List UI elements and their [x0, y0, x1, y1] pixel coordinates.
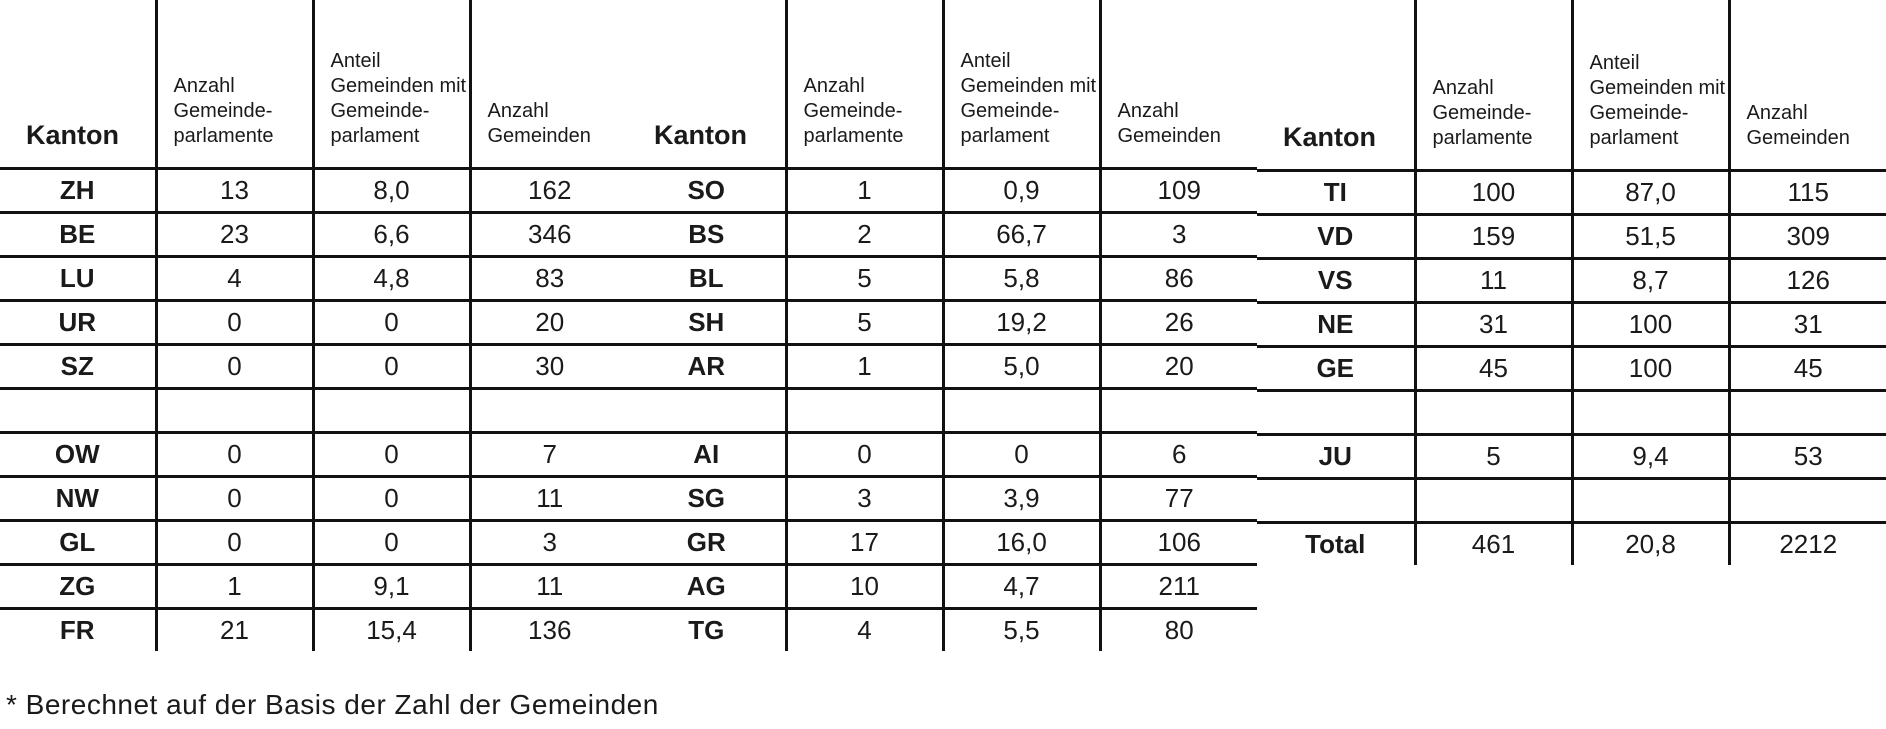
value-cell: 115	[1729, 170, 1886, 214]
kanton-cell: TI	[1257, 170, 1415, 214]
kanton-cell: GR	[628, 520, 786, 564]
table-row	[0, 476, 628, 520]
kanton-cell: BS	[628, 212, 786, 256]
table-row	[1257, 434, 1886, 478]
value-cell: 20	[470, 300, 628, 344]
kanton-cell: VS	[1257, 258, 1415, 302]
value-cell: 11	[470, 476, 628, 520]
kanton-cell: SO	[628, 168, 786, 212]
value-cell	[1729, 390, 1886, 434]
value-cell: 211	[1100, 564, 1257, 608]
value-cell	[470, 388, 628, 432]
value-cell: 0	[313, 344, 470, 388]
value-cell: 346	[470, 212, 628, 256]
value-cell: 20,8	[1572, 522, 1729, 565]
table-row	[0, 520, 628, 564]
value-cell: 9,4	[1572, 434, 1729, 478]
header-anteil: Anteil Gemeinden mit Gemeinde-parlament	[313, 0, 470, 168]
table-body	[1257, 170, 1886, 565]
value-cell: 106	[1100, 520, 1257, 564]
value-cell: 1	[786, 168, 943, 212]
table-row	[0, 212, 628, 256]
value-cell: 45	[1415, 346, 1572, 390]
value-cell: 2	[786, 212, 943, 256]
table-row	[628, 212, 1257, 256]
table-row	[628, 256, 1257, 300]
kanton-cell	[0, 388, 156, 432]
kanton-cell: Total	[1305, 528, 1366, 559]
kanton-cell	[1257, 390, 1415, 434]
value-cell: 0	[156, 344, 313, 388]
value-cell: 2212	[1729, 522, 1886, 565]
value-cell: 126	[1729, 258, 1886, 302]
kanton-cell: TG	[688, 614, 725, 645]
value-cell: 3	[786, 476, 943, 520]
table-row	[628, 344, 1257, 388]
value-cell: 80	[1100, 608, 1257, 651]
value-cell: 53	[1729, 434, 1886, 478]
kanton-cell	[1257, 478, 1415, 522]
kanton-cell: FR	[59, 614, 95, 645]
value-cell: 3	[470, 520, 628, 564]
header-anzahl-gemeinden: Anzahl Gemeinden	[1729, 0, 1886, 170]
value-cell: 23	[156, 212, 313, 256]
value-cell	[786, 388, 943, 432]
table-row	[1257, 478, 1886, 522]
value-cell: 136	[470, 608, 628, 651]
value-cell: 4	[156, 256, 313, 300]
value-cell: 5	[786, 256, 943, 300]
value-cell	[1572, 390, 1729, 434]
value-cell	[943, 388, 1100, 432]
value-cell	[1415, 390, 1572, 434]
kanton-cell: NW	[0, 476, 156, 520]
table-row	[628, 432, 1257, 476]
value-cell: 83	[470, 256, 628, 300]
value-cell: 5,8	[943, 256, 1100, 300]
header-kanton: Kanton	[628, 0, 786, 168]
header-anzahl-parlamente: Anzahl Gemeinde-parlamente	[156, 0, 313, 168]
table-body	[628, 168, 1257, 651]
value-cell: 30	[470, 344, 628, 388]
value-cell: 100	[1572, 346, 1729, 390]
value-cell: 26	[1100, 300, 1257, 344]
table-row	[1257, 170, 1886, 214]
table-row	[0, 300, 628, 344]
table-row	[1257, 390, 1886, 434]
value-cell: 77	[1100, 476, 1257, 520]
value-cell: 21	[156, 608, 313, 651]
value-cell: 8,7	[1572, 258, 1729, 302]
value-cell: 51,5	[1572, 214, 1729, 258]
value-cell: 45	[1729, 346, 1886, 390]
value-cell: 100	[1415, 170, 1572, 214]
table-row	[628, 608, 1257, 651]
value-cell: 66,7	[943, 212, 1100, 256]
header-anzahl-parlamente: Anzahl Gemeinde-parlamente	[1415, 0, 1572, 170]
table-row	[628, 300, 1257, 344]
value-cell: 15,4	[313, 608, 470, 651]
value-cell	[313, 388, 470, 432]
value-cell	[1415, 478, 1572, 522]
kanton-cell: AR	[628, 344, 786, 388]
kanton-cell: VD	[1257, 214, 1415, 258]
kanton-cell: LU	[0, 256, 156, 300]
table-row	[0, 432, 628, 476]
kanton-cell: GL	[0, 520, 156, 564]
value-cell: 4,8	[313, 256, 470, 300]
header-anteil: Anteil Gemeinden mit Gemeinde-parlament	[943, 0, 1100, 168]
value-cell: 159	[1415, 214, 1572, 258]
kanton-cell: BE	[0, 212, 156, 256]
value-cell: 5	[786, 300, 943, 344]
table-row	[1257, 258, 1886, 302]
table-row	[0, 344, 628, 388]
value-cell: 0	[313, 432, 470, 476]
value-cell: 17	[786, 520, 943, 564]
value-cell: 3,9	[943, 476, 1100, 520]
kanton-cell: OW	[0, 432, 156, 476]
value-cell: 0	[786, 432, 943, 476]
header-anzahl-parlamente: Anzahl Gemeinde-parlamente	[786, 0, 943, 168]
value-cell	[1572, 478, 1729, 522]
header-kanton: Kanton	[1257, 0, 1415, 170]
value-cell: 11	[1415, 258, 1572, 302]
value-cell: 10	[786, 564, 943, 608]
table-row	[1257, 522, 1886, 565]
value-cell: 31	[1415, 302, 1572, 346]
table-row	[0, 388, 628, 432]
table-row	[1257, 214, 1886, 258]
value-cell: 16,0	[943, 520, 1100, 564]
table-row	[628, 520, 1257, 564]
value-cell: 4	[786, 608, 943, 651]
kanton-cell: GE	[1257, 346, 1415, 390]
value-cell: 4,7	[943, 564, 1100, 608]
header-anzahl-gemeinden: Anzahl Gemeinden	[1100, 0, 1257, 168]
kanton-cell: SH	[628, 300, 786, 344]
value-cell: 0	[943, 432, 1100, 476]
value-cell: 100	[1572, 302, 1729, 346]
table-row	[628, 564, 1257, 608]
table-row	[1257, 346, 1886, 390]
value-cell: 5,0	[943, 344, 1100, 388]
value-cell: 461	[1415, 522, 1572, 565]
kanton-cell: AI	[628, 432, 786, 476]
value-cell: 13	[156, 168, 313, 212]
header-anteil: Anteil Gemeinden mit Gemeinde-parlament	[1572, 0, 1729, 170]
kanton-cell: AG	[628, 564, 786, 608]
value-cell: 6,6	[313, 212, 470, 256]
table-row	[0, 608, 628, 651]
value-cell	[156, 388, 313, 432]
footnote: * Berechnet auf der Basis der Zahl der Gemeinden	[6, 689, 659, 720]
table-row	[0, 256, 628, 300]
value-cell: 8,0	[313, 168, 470, 212]
value-cell: 1	[156, 564, 313, 608]
value-cell: 87,0	[1572, 170, 1729, 214]
value-cell	[1729, 478, 1886, 522]
table-row	[0, 564, 628, 608]
table-row	[0, 168, 628, 212]
value-cell: 0	[156, 432, 313, 476]
header-anzahl-gemeinden: Anzahl Gemeinden	[470, 0, 628, 168]
value-cell: 162	[470, 168, 628, 212]
value-cell: 20	[1100, 344, 1257, 388]
kanton-cell: SZ	[0, 344, 156, 388]
value-cell: 0	[313, 476, 470, 520]
value-cell: 7	[470, 432, 628, 476]
value-cell: 0	[156, 300, 313, 344]
table-body	[0, 168, 628, 651]
value-cell: 86	[1100, 256, 1257, 300]
kanton-cell: ZG	[0, 564, 156, 608]
table-row	[628, 388, 1257, 432]
value-cell: 5	[1415, 434, 1572, 478]
table-2	[628, 0, 1257, 651]
value-cell: 9,1	[313, 564, 470, 608]
table-1	[0, 0, 628, 651]
kanton-cell: ZH	[0, 168, 156, 212]
value-cell: 0	[156, 520, 313, 564]
value-cell: 0	[156, 476, 313, 520]
value-cell: 3	[1100, 212, 1257, 256]
table-row	[628, 476, 1257, 520]
kanton-cell: SG	[628, 476, 786, 520]
value-cell: 109	[1100, 168, 1257, 212]
table-3	[1257, 0, 1886, 565]
kanton-cell: JU	[1257, 434, 1415, 478]
kanton-cell	[628, 388, 786, 432]
kanton-cell: BL	[628, 256, 786, 300]
value-cell: 0,9	[943, 168, 1100, 212]
value-cell: 1	[786, 344, 943, 388]
value-cell: 0	[313, 520, 470, 564]
value-cell: 5,5	[943, 608, 1100, 651]
kanton-cell: NE	[1257, 302, 1415, 346]
kanton-cell: UR	[0, 300, 156, 344]
value-cell: 6	[1100, 432, 1257, 476]
header-kanton: Kanton	[0, 0, 156, 168]
value-cell: 19,2	[943, 300, 1100, 344]
table-row	[1257, 302, 1886, 346]
value-cell: 11	[470, 564, 628, 608]
value-cell: 31	[1729, 302, 1886, 346]
table-row	[628, 168, 1257, 212]
value-cell	[1100, 388, 1257, 432]
value-cell: 0	[313, 300, 470, 344]
value-cell: 309	[1729, 214, 1886, 258]
